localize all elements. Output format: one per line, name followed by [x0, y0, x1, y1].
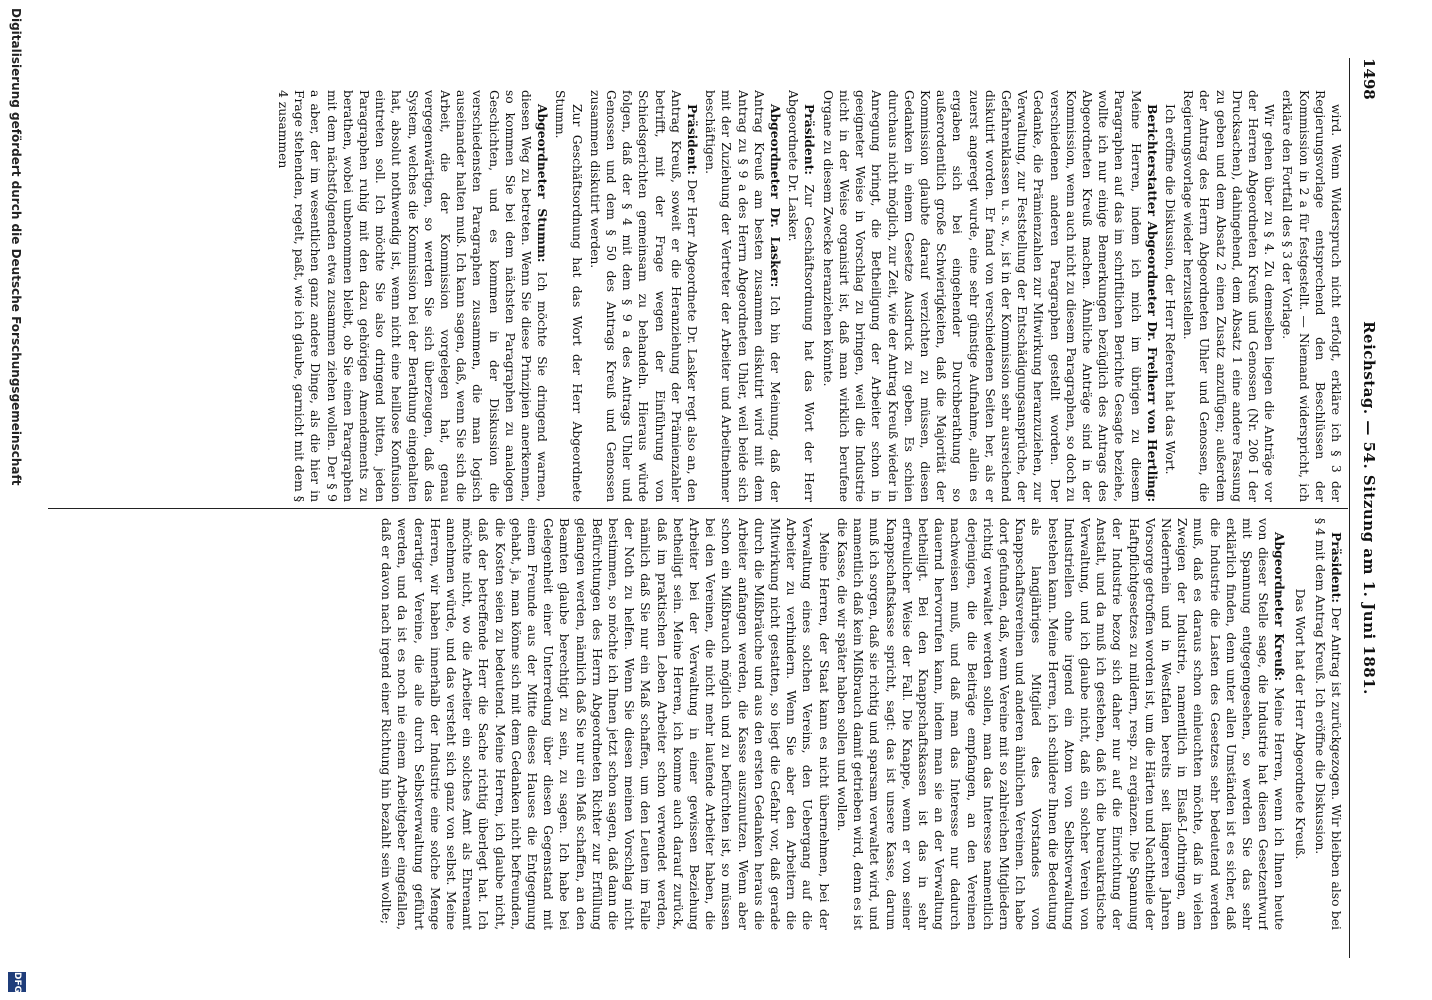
paragraph-text: Ich möchte Sie dringend warnen, diesen Weg zu betreten. Wenn Sie diese Prinzipien anerkennen, so kommen Sie bei dem nächsten Paragraphen zu analogen Geschichten, und es kommen in der Diskussion die verschiedensten Paragraphen zusammen, die man logisch auseinander halten muß. Ich kann sagen, daß, wenn Sie sich die Arbeit, die der Kommission vorgelegen hat, genau vergegenwärtigen, so werden Sie sich überzeugen, daß das System, welches die Kommission bei der Berathung eingehalten hat, absolut nothwendig ist, wenn nicht eine heillose Konfusion eintreten soll. Ich möchte Sie also dringend bitten, jeden Paragraphen ruhig mit den dazu gehörigen Amendements zu berathen, wobei unbenommen bleibt, ob Sie einen Paragraphen mit dem nächstfolgenden etwa zusammen ziehen wollen. Der § 9 a aber, der im wesentlichen ganz andere Dinge, als die hier in Frage stehenden, regelt, paßt, wie ich glaube, garnicht mit dem § 4 zusammen — [276, 90, 550, 502]
paragraph — [702, 90, 783, 502]
paragraph-text: Ich eröffne die Diskussion, der Herr Referent hat das Wort. — [1162, 104, 1177, 475]
page-title: Reichstag. — 54. Sitzung am 1. Juni 1881. — [1360, 321, 1378, 695]
paragraph — [1291, 518, 1307, 930]
speaker-name: Berichterstatter Abgeordneter Dr. Freiherr von Hertling: — [1144, 104, 1160, 502]
paragraph-text: Wir gehen über zu § 4. Zu demselben liegen die Anträge vor der Herren Abgeordneten Kreuß und Genossen (Nr. 206 I der Drucksachen), dahingehend, dem Absatz 1 eine andere Fassung zu geben und dem Absatz 2 einen Zusatz anzufügen; außerdem der Antrag des Herrn Abgeordneten Uhler und Genossen, die Regierungsvorlage wieder herzustellen. — [1181, 90, 1277, 502]
column-divider — [48, 508, 1348, 509]
paragraph-text: Der Herr Abgeordnete Dr. Lasker regt also an, den Antrag Kreuß, soweit er die Heranziehung der Prämienzahler betrifft, mit der Frage wegen der Einführung von Schiedsgerichten gemeinsam zu behandeln. Hieraus würde folgen, daß der § 4 mit dem § 9 a des Antrags Uhler und Genossen und dem § 50 des Antrags Kreuß und Genossen zusammen diskutirt werden. — [587, 90, 700, 502]
right-text-column — [54, 518, 1344, 930]
page-number: 1498 — [1360, 58, 1378, 100]
digitization-note: Digitalisierung gefördert durch die Deutsche Forschungsgemeinschaft — [9, 8, 23, 486]
dfg-logo: DFG — [8, 972, 26, 992]
left-text-column — [54, 90, 1344, 502]
speaker-name: Abgeordneter Dr. Lasker: — [768, 104, 784, 288]
paragraph-text: Meine Herren, der Staat kann es nicht übernehmen, bei der Verwaltung eines solchen Vereins, den Uebergang auf die Arbeiter zu verhindern. Wenn Sie aber den Arbeitern die Mitwirkung nicht gestatten, so liegt die Gefahr vor, daß gerade durch die Mißbräuche und aus den ersten Gedanken heraus die Arbeiter anfangen werden, die Kasse auszunutzen. Wenn aber schon ein Mißbrauch möglich und zu befürchten ist, so müssen bei den Vereinen, die nicht mehr laufende Arbeiter haben, die Arbeiter bei der Verwaltung in einer gewissen Beziehung betheiligt sein. Meine Herren, ich komme auch darauf zurück, daß im praktischen Leben Arbeiter schon verwendet werden, nämlich daß Sie nur ein Maß schaffen, um den Leuten im Falle der Noth zu helfen. Wenn Sie diesen meinen Vorschlag nicht bestimmen, so möchte ich Ihnen jetzt schon sagen, daß dann die Befürchtungen des Herrn Abgeordneten Richter zur Erfüllung gelangen werden, nämlich daß Sie nur ein Maß schaffen, an den Beamten glaube berechtigt zu sein, zu sagen. Ich habe bei Gelegenheit einer Unterredung über diesen Gegenstand mit einem Freunde aus der Mitte dieses Hauses die Entgegnung gehabt, ja, man könne sich mit dem Gedanken nicht befreunden, die Kosten seien zu bedeutend. Meine Herren, ich glaube nicht, daß der betreffende Herr die Sache richtig überlegt hat. Ich möchte nicht, wo die Arbeiter ein solches Amt als Ehrenamt annehmen würde, und das versteht sich ganz von selbst. Meine Herren, wir haben innerhalb der Industrie eine solche Menge derartiger Vereine, die alle durch Selbstverwaltung geführt werden, und da ist es noch nie einem Arbeitgeber eingefallen, daß er davon nach irgend einer Richtung hin bezahlt sein wollte; — [379, 518, 831, 930]
header-rule — [1349, 58, 1350, 958]
speaker-name: Abgeordneter Stumm: — [535, 104, 551, 263]
paragraph-text: Zur Geschäftsordnung hat das Wort der Herr Abgeordnete Dr. Lasker. — [786, 90, 817, 502]
paragraph — [378, 518, 832, 930]
paragraph-text: wird. Wenn Widerspruch nicht erfolgt, erkläre ich § 3 der Regierungsvorlage entsprechend den Beschlüssen der Kommission in 2 a für festgestellt. — Niemand widerspricht, ich erkläre den Fortfall des § 3 der Vorlage. — [1280, 90, 1343, 502]
paragraph — [1162, 90, 1178, 502]
paragraph-text: Meine Herren, indem ich mich im übrigen zu diesem Paragraphen auf das im schriftlichen Berichte Gesagte beziehe, wollte ich nur einige Bemerkungen bezüglich des Antrags des Abgeordneten Kreuß machen. Ähnliche Anträge sind in der Kommission, wenn auch nicht zu diesem Paragraphen, so doch zu verschiedenen anderen Paragraphen gestellt worden. Der Gedanke, die Prämienzahlen zur Mitwirkung heranzuziehen, zur Verwaltung, zur Feststellung der Entschädigungsansprüche, der Gefahrenklassen u. s. w., ist in der Kommission sehr ausreichend diskutirt worden. Er fand von verschiedenen Seiten her, als er zuerst angeregt wurde, eine sehr günstige Aufnahme, allein es ergaben sich bei eingehender Durchberathung so außerordentlich große Schwierigkeiten, daß die Majorität der Kommission glaubte darauf verzichten zu müssen, diesen Gedanken in einem Gesetze Ausdruck zu geben. Es schien durchaus nicht möglich, zur Zeit, wie der Antrag Kreuß wieder in Anregung bringt, die Betheiligung der Arbeiter schon in geeigneter Weise in Vorschlag zu bringen, weil die Industrie nicht in der Weise organisirt ist, daß man wirklich berufene Organe zu diesem Zwecke heranziehen könnte. — [820, 90, 1143, 502]
paragraph — [552, 90, 584, 502]
paragraph — [785, 90, 817, 502]
paragraph — [587, 90, 700, 502]
digitization-footer — [0, 0, 32, 1000]
paragraph-text: Ich bin der Meinung, daß der Antrag Kreuß am besten zusammen diskutirt wird mit dem Antrag zu § 9 a des Herrn Abgeordneten Uhler, weil beide sich mit der Zuziehung der Vertreter der Arbeiter und Arbeitnehmer beschäftigen. — [703, 90, 783, 502]
running-head — [1350, 58, 1382, 958]
paragraph — [275, 90, 550, 502]
paragraph-text: Meine Herren, wenn ich Ihnen heute von dieser Stelle sage, die Industrie hat diesen Gesetzentwurf mit Spannung entgegengesehen, so werden Sie das sehr erklärlich finden, denn unter allen Umständen ist es sicher, daß die Industrie die Lasten des Gesetzes sehr bedeutend werden muß, daß es daraus schon einleuchten möchte, daß in vielen Zweigen der Industrie, namentlich in Elsaß-Lothringen, am Niederrhein und in Westfalen bereits seit längeren Jahren Vorsorge getroffen worden ist, um die Härten und Nachtheile der Haftpflichtgesetzes zu mildern, resp. zu ergänzen. Die Spannung der Industrie bezog sich daher nur auf die Einrichtung der Anstalt, und da muß ich gestehen, daß ich die bureaukratische Verwaltung, und ich glaube nicht, daß ein solcher Verein von Industriellen ohne irgend ein Atom von Selbstverwaltung bestehen kann. Meine Herren, ich schildere Ihnen die Bedeutung als langjähriges Mitglied des Vorstandes von Knappschaftsvereinen und anderen ähnlichen Vereinen. Ich habe dort gefunden, daß, wenn Vereine mit so zahlreichen Mitgliedern richtig verwaltet werden sollen, man das Interesse namentlich derjenigen, die die Beiträge empfangen, an den Vereinen nachweisen muß, und daß man das Interesse nur dadurch dauernd hervorrufen kann, indem man sie an der Verwaltung betheiligt. Bei den Knappschaftskassen ist das in sehr erfreulicher Weise der Fall. Die Knappe, wenn er von seiner Knappschaftskasse spricht, sagt: das ist unsere Kasse, darum muß ich sorgen, daß sie richtig und sparsam verwaltet wird, und namentlich daß kein Mißbrauch damit getrieben wird, denn es ist die Kasse, die wir später haben sollen und wollen. — [834, 518, 1287, 930]
paragraph — [1312, 518, 1344, 930]
paragraph — [820, 90, 1160, 502]
speaker-name: Präsident: — [802, 104, 818, 175]
speaker-name: Präsident: — [1329, 532, 1344, 603]
paragraph-text: Das Wort hat der Herr Abgeordnete Kreuß. — [1292, 588, 1307, 860]
paragraph — [834, 518, 1288, 930]
paragraph — [1279, 90, 1344, 502]
paragraph-text: Der Antrag ist zurückgezogen. Wir bleiben also bei § 4 mit dem Antrag Kreuß. Ich eröffne die Diskussion. — [1312, 518, 1343, 930]
speaker-name: Präsident: — [685, 104, 701, 175]
paragraph — [1180, 90, 1277, 502]
speaker-name: Abgeordneter Kreuß: — [1272, 532, 1288, 682]
paragraph-text: Zur Geschäftsordnung hat das Wort der Herr Abgeordnete Stumm. — [553, 90, 584, 502]
